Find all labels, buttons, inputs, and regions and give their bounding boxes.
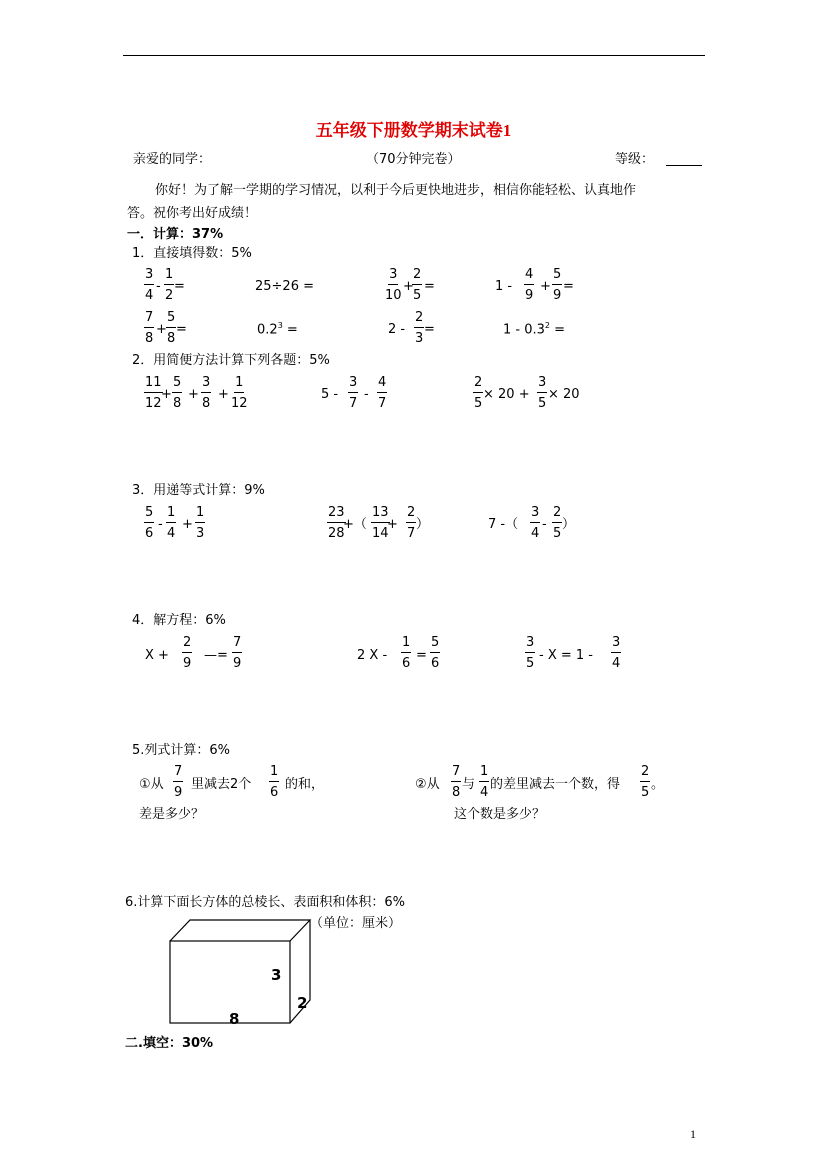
- fraction: $\frac{7}{8}$: [452, 764, 461, 800]
- expr-5-minus: 5 -: [321, 387, 339, 402]
- fraction: $\frac{2}{3}$: [415, 310, 424, 346]
- op-plus: +: [188, 387, 199, 402]
- q5-heading: 5.列式计算：6%: [132, 743, 231, 758]
- op-equals: =: [176, 322, 187, 337]
- fraction: $\frac{1}{4}$: [480, 764, 489, 800]
- op-equals: =: [416, 648, 427, 663]
- op-minus: -: [158, 517, 163, 532]
- fraction: $\frac{5}{6}$: [145, 505, 154, 541]
- q3-heading: 3．用递等式计算：9%: [132, 483, 265, 498]
- expr-times-20-plus: × 20 +: [483, 387, 530, 402]
- fraction: $\frac{1}{6}$: [402, 635, 411, 671]
- op-equals: =: [563, 279, 574, 294]
- op-minus: -: [156, 279, 161, 294]
- expr-2-minus: 2 -: [388, 322, 406, 337]
- op-equals: =: [424, 279, 435, 294]
- fraction: $\frac{1}{2}$: [165, 267, 174, 303]
- fraction: $\frac{5}{8}$: [173, 375, 182, 411]
- op-plus: +: [161, 387, 172, 402]
- fraction: $\frac{3}{4}$: [145, 267, 154, 303]
- fraction: $\frac{2}{9}$: [183, 635, 192, 671]
- op-minus: -: [542, 517, 547, 532]
- expr-1-minus: 1 -: [495, 279, 513, 294]
- fraction: $\frac{7}{8}$: [145, 310, 154, 346]
- greeting: 亲爱的同学：: [133, 152, 212, 167]
- op-plus: +: [403, 279, 414, 294]
- q2-heading: 2．用简便方法计算下列各题：5%: [132, 353, 330, 368]
- fraction: $\frac{5}{6}$: [431, 635, 440, 671]
- fraction: $\frac{1}{12}$: [231, 375, 248, 411]
- fraction: $\frac{3}{8}$: [202, 375, 211, 411]
- fraction: $\frac{13}{14}$: [372, 505, 389, 541]
- dim-length-label: 8: [229, 1010, 240, 1028]
- intro-line-2: 答。祝你考出好成绩！: [127, 206, 258, 221]
- q5-p2-line2: 这个数是多少？: [454, 807, 546, 822]
- op-plus: +: [156, 322, 167, 337]
- dash-equals: —=: [204, 648, 228, 663]
- fraction: $\frac{23}{28}$: [328, 505, 345, 541]
- fraction: $\frac{2}{5}$: [641, 764, 650, 800]
- cuboid-top-face: [170, 920, 310, 941]
- fraction: $\frac{7}{9}$: [233, 635, 242, 671]
- expr-2X-minus: 2 X -: [357, 648, 388, 663]
- expr-times-20: × 20: [548, 387, 580, 402]
- expr-25div26: 25÷26 =: [255, 279, 315, 294]
- page-title: 五年级下册数学期末试卷1: [315, 121, 512, 140]
- expr-0.2-cubed: $0.2^3$ =: [257, 321, 298, 338]
- fraction: $\frac{11}{12}$: [145, 375, 162, 411]
- fraction: $\frac{2}{7}$: [407, 505, 416, 541]
- fraction: $\frac{5}{8}$: [167, 310, 176, 346]
- op-plus: +: [182, 517, 193, 532]
- fraction: $\frac{3}{5}$: [538, 375, 547, 411]
- expr-1-minus-0.3-squared: $1 - 0.3^2$ =: [503, 321, 566, 338]
- right-paren: ）: [416, 517, 430, 532]
- section-1-heading: 一．计算：37%: [127, 227, 224, 242]
- expr-7-minus-paren: 7 -（: [488, 517, 519, 532]
- fraction: $\frac{1}{6}$: [270, 764, 279, 800]
- fraction: $\frac{3}{10}$: [385, 267, 402, 303]
- q1-heading: 1．直接填得数：5%: [132, 246, 252, 261]
- fraction: $\frac{7}{9}$: [174, 764, 183, 800]
- op-equals: =: [174, 279, 185, 294]
- fraction: $\frac{4}{7}$: [378, 375, 387, 411]
- fraction: $\frac{1}{3}$: [196, 505, 205, 541]
- fraction: $\frac{3}{4}$: [531, 505, 540, 541]
- q5-p2-text-c: 的差里减去一个数，得: [490, 777, 621, 792]
- q6-heading: 6.计算下面长方体的总棱长、表面积和体积：6%: [125, 895, 406, 910]
- time-limit: （70分钟完卷）: [366, 152, 461, 167]
- op-plus: +: [540, 279, 551, 294]
- fraction: $\frac{5}{9}$: [553, 267, 562, 303]
- fraction: $\frac{3}{4}$: [612, 635, 621, 671]
- fraction: $\frac{2}{5}$: [553, 505, 562, 541]
- expr-X-plus: X +: [145, 648, 169, 663]
- dim-depth-label: 2: [297, 994, 308, 1012]
- page-number: 1: [690, 1127, 696, 1141]
- fraction: $\frac{2}{5}$: [413, 267, 422, 303]
- expr-minus-X-eq-1-minus: - X = 1 -: [539, 648, 593, 663]
- q5-p1-line2: 差是多少？: [139, 807, 205, 822]
- right-paren: ）: [562, 517, 576, 532]
- expr-plus-paren: +（: [343, 517, 367, 532]
- q5-p1-text-b: 里减去2个: [191, 777, 252, 792]
- op-plus: +: [387, 517, 398, 532]
- op-plus: +: [218, 387, 229, 402]
- q6-unit: （单位：厘米）: [310, 916, 402, 931]
- section-2-heading: 二.填空：30%: [125, 1036, 214, 1051]
- q5-p2-text-d: 。: [651, 777, 665, 792]
- fraction: $\frac{3}{7}$: [349, 375, 358, 411]
- q5-p2-text-b: 与: [462, 777, 476, 792]
- fraction: $\frac{3}{5}$: [526, 635, 535, 671]
- op-equals: =: [424, 322, 435, 337]
- op-minus: -: [364, 387, 369, 402]
- q5-p1-text-a: ①从: [139, 777, 164, 792]
- fraction: $\frac{4}{9}$: [525, 267, 534, 303]
- intro-line-1: 你好！为了解一学期的学习情况，以利于今后更快地进步，相信你能轻松、认真地作: [155, 183, 637, 198]
- fraction: $\frac{1}{4}$: [167, 505, 176, 541]
- grade-label: 等级：: [615, 152, 655, 167]
- q5-p1-text-c: 的和，: [285, 777, 325, 792]
- q5-p2-text-a: ②从: [415, 777, 440, 792]
- dim-height-label: 3: [271, 966, 282, 984]
- fraction: $\frac{2}{5}$: [474, 375, 483, 411]
- q4-heading: 4．解方程：6%: [132, 613, 226, 628]
